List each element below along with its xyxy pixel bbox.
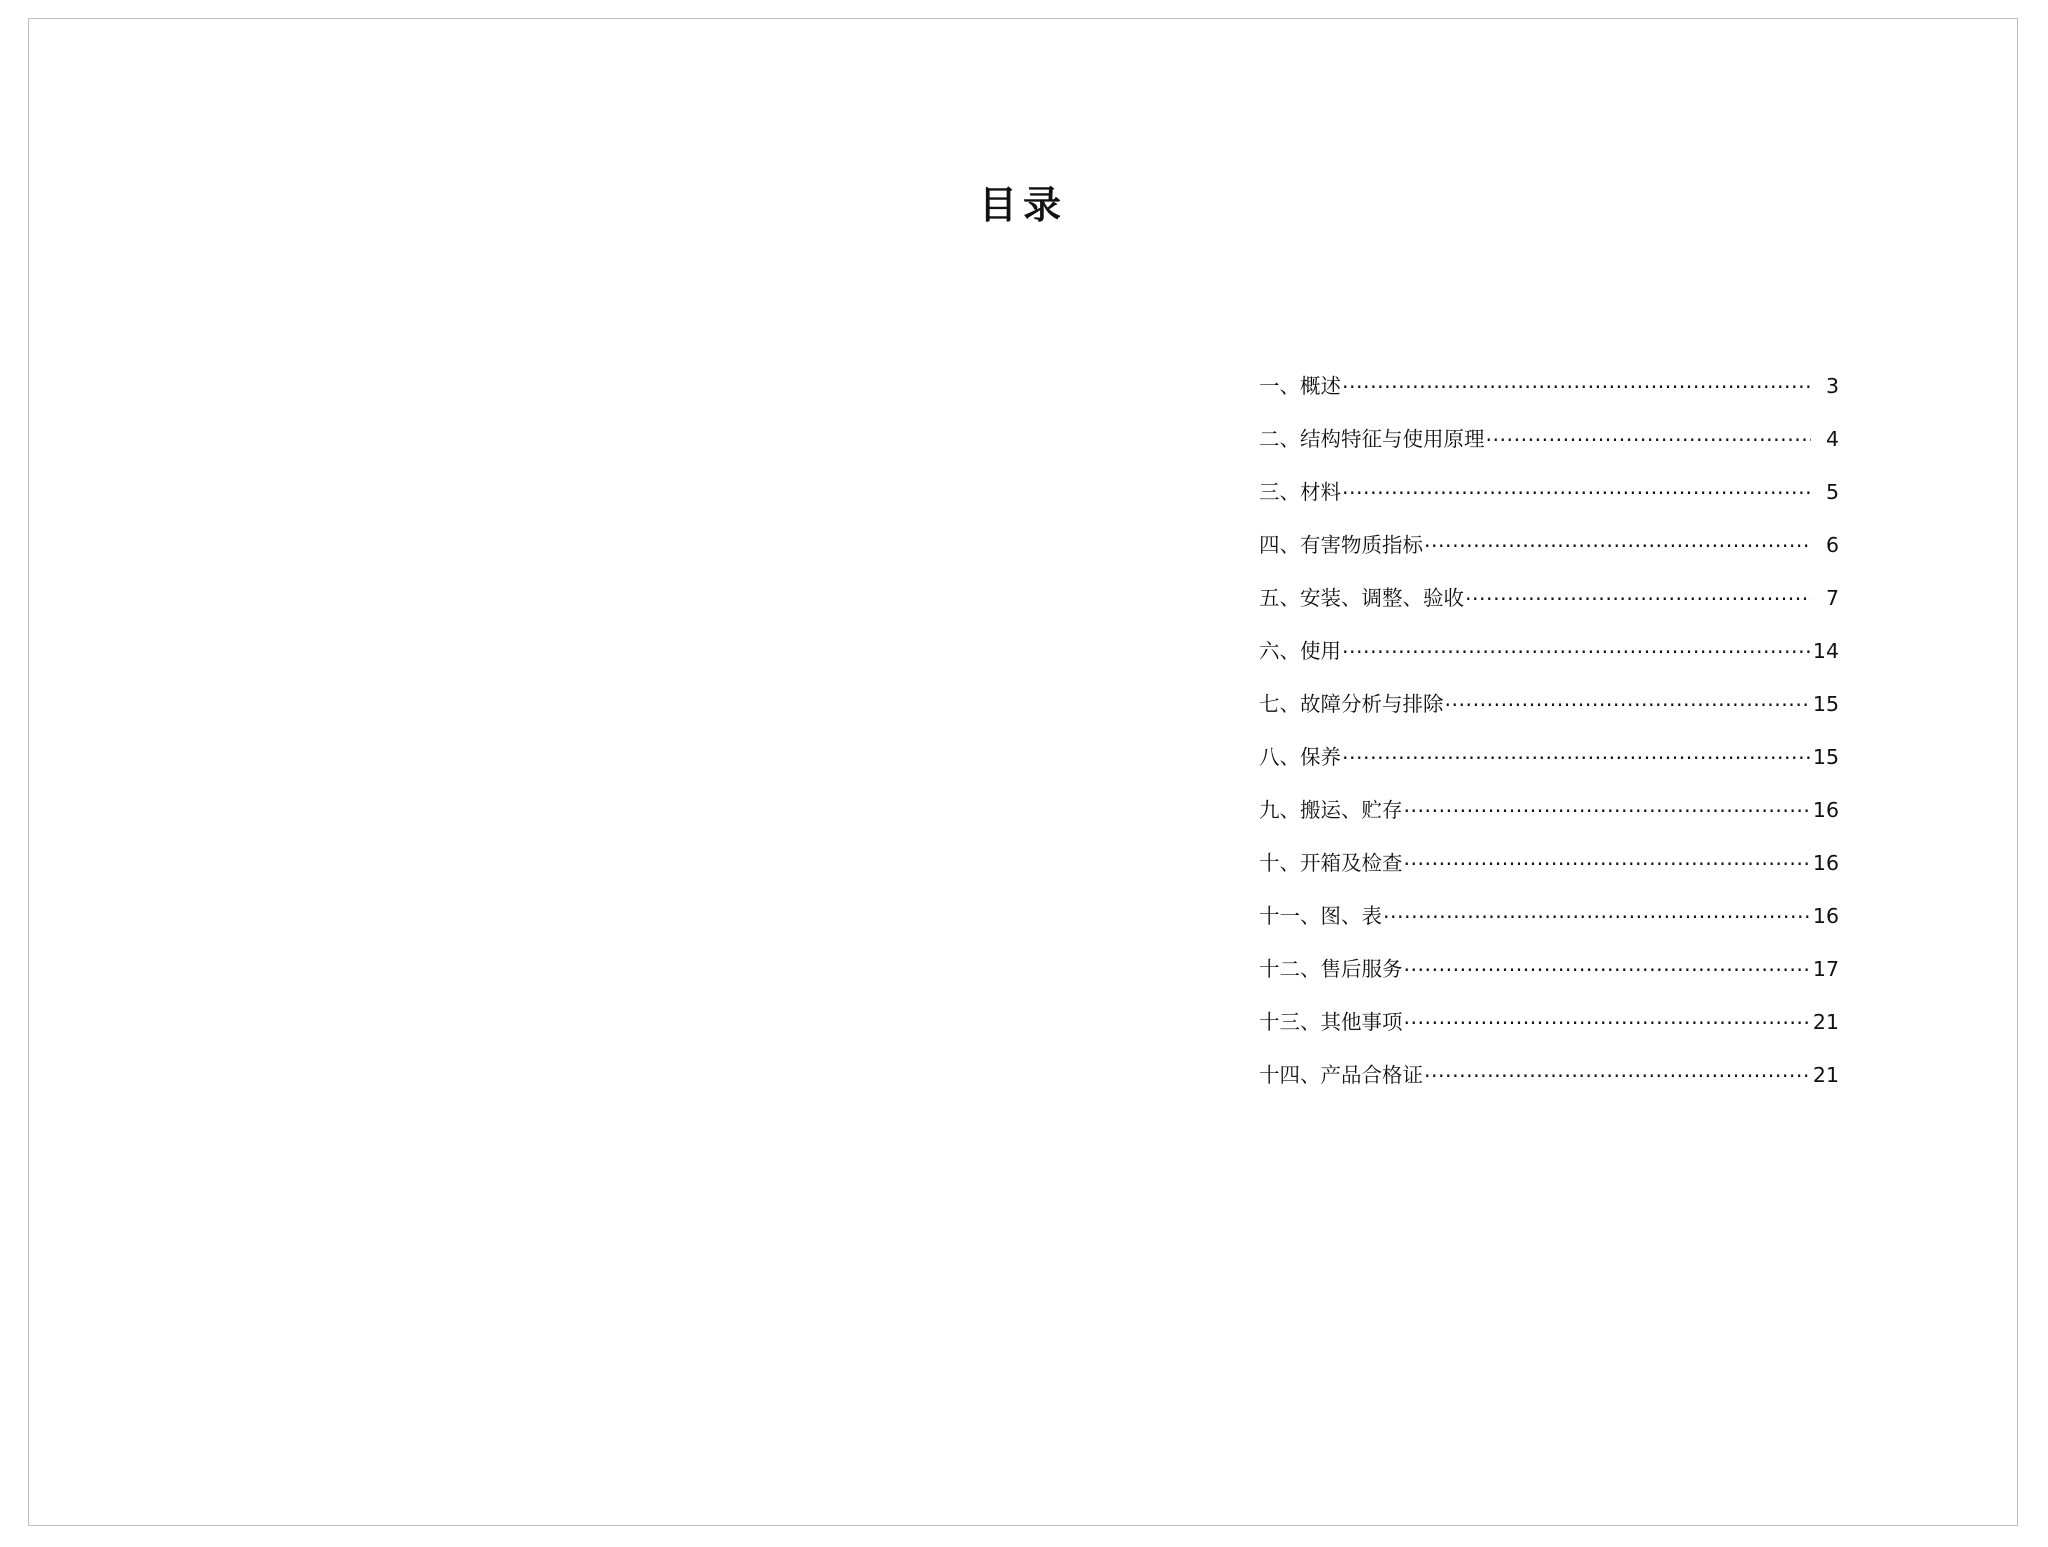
toc-entry[interactable] bbox=[1259, 1005, 1839, 1058]
toc-entry-label: 五、安装、调整、验收 bbox=[1259, 586, 1464, 610]
toc-entry-label: 十一、图、表 bbox=[1259, 904, 1382, 928]
toc-entry-label: 十四、产品合格证 bbox=[1259, 1063, 1423, 1087]
toc-entry-page: 6 bbox=[1825, 533, 1839, 557]
toc-entry[interactable] bbox=[1259, 687, 1839, 740]
toc-leader-dots bbox=[1342, 373, 1811, 394]
toc-entry-label: 九、搬运、贮存 bbox=[1259, 798, 1403, 822]
toc-leader-dots bbox=[1486, 426, 1812, 447]
toc-leader-dots bbox=[1465, 585, 1811, 606]
toc-entry-label: 二、结构特征与使用原理 bbox=[1259, 427, 1485, 451]
toc-entry[interactable] bbox=[1259, 1058, 1839, 1111]
toc-entry[interactable] bbox=[1259, 422, 1839, 475]
toc-entry-label: 八、保养 bbox=[1259, 745, 1341, 769]
toc-entry-page: 15 bbox=[1812, 692, 1839, 716]
toc-entry[interactable] bbox=[1259, 634, 1839, 687]
toc-entry[interactable] bbox=[1259, 475, 1839, 528]
document-page bbox=[28, 18, 2018, 1526]
toc-entry-page: 16 bbox=[1812, 904, 1839, 928]
toc-leader-dots bbox=[1404, 1009, 1811, 1030]
toc-entry-label: 十三、其他事项 bbox=[1259, 1010, 1403, 1034]
toc-leader-dots bbox=[1342, 479, 1811, 500]
toc-leader-dots bbox=[1383, 903, 1811, 924]
toc-entry-page: 4 bbox=[1825, 427, 1839, 451]
toc-entry[interactable] bbox=[1259, 846, 1839, 899]
page-title: 目录 bbox=[978, 183, 1067, 227]
toc-entry-label: 十二、售后服务 bbox=[1259, 957, 1403, 981]
toc-entry-page: 14 bbox=[1812, 639, 1839, 663]
toc-entry-page: 5 bbox=[1825, 480, 1839, 504]
toc-entry[interactable] bbox=[1259, 740, 1839, 793]
toc-leader-dots bbox=[1424, 532, 1811, 553]
toc-entry[interactable] bbox=[1259, 528, 1839, 581]
toc-entry-page: 17 bbox=[1812, 957, 1839, 981]
toc-entry[interactable] bbox=[1259, 581, 1839, 634]
toc-entry-label: 六、使用 bbox=[1259, 639, 1341, 663]
toc-entry-page: 7 bbox=[1825, 586, 1839, 610]
toc-entry-label: 十、开箱及检查 bbox=[1259, 851, 1403, 875]
toc-entry-page: 15 bbox=[1812, 745, 1839, 769]
toc-entry-label: 七、故障分析与排除 bbox=[1259, 692, 1444, 716]
toc-leader-dots bbox=[1424, 1062, 1811, 1083]
table-of-contents bbox=[1259, 369, 1839, 1111]
toc-entry-label: 三、材料 bbox=[1259, 480, 1341, 504]
toc-entry-page: 21 bbox=[1812, 1063, 1839, 1087]
toc-entry-page: 16 bbox=[1812, 798, 1839, 822]
toc-entry-label: 四、有害物质指标 bbox=[1259, 533, 1423, 557]
toc-leader-dots bbox=[1445, 691, 1811, 712]
toc-entry-page: 3 bbox=[1825, 374, 1839, 398]
toc-leader-dots bbox=[1342, 744, 1811, 765]
toc-entry[interactable] bbox=[1259, 369, 1839, 422]
toc-entry-label: 一、概述 bbox=[1259, 374, 1341, 398]
toc-entry-page: 16 bbox=[1812, 851, 1839, 875]
toc-entry[interactable] bbox=[1259, 952, 1839, 1005]
toc-entry[interactable] bbox=[1259, 899, 1839, 952]
toc-leader-dots bbox=[1404, 850, 1811, 871]
toc-leader-dots bbox=[1342, 638, 1811, 659]
toc-entry[interactable] bbox=[1259, 793, 1839, 846]
toc-leader-dots bbox=[1404, 797, 1811, 818]
toc-entry-page: 21 bbox=[1812, 1010, 1839, 1034]
toc-leader-dots bbox=[1404, 956, 1811, 977]
